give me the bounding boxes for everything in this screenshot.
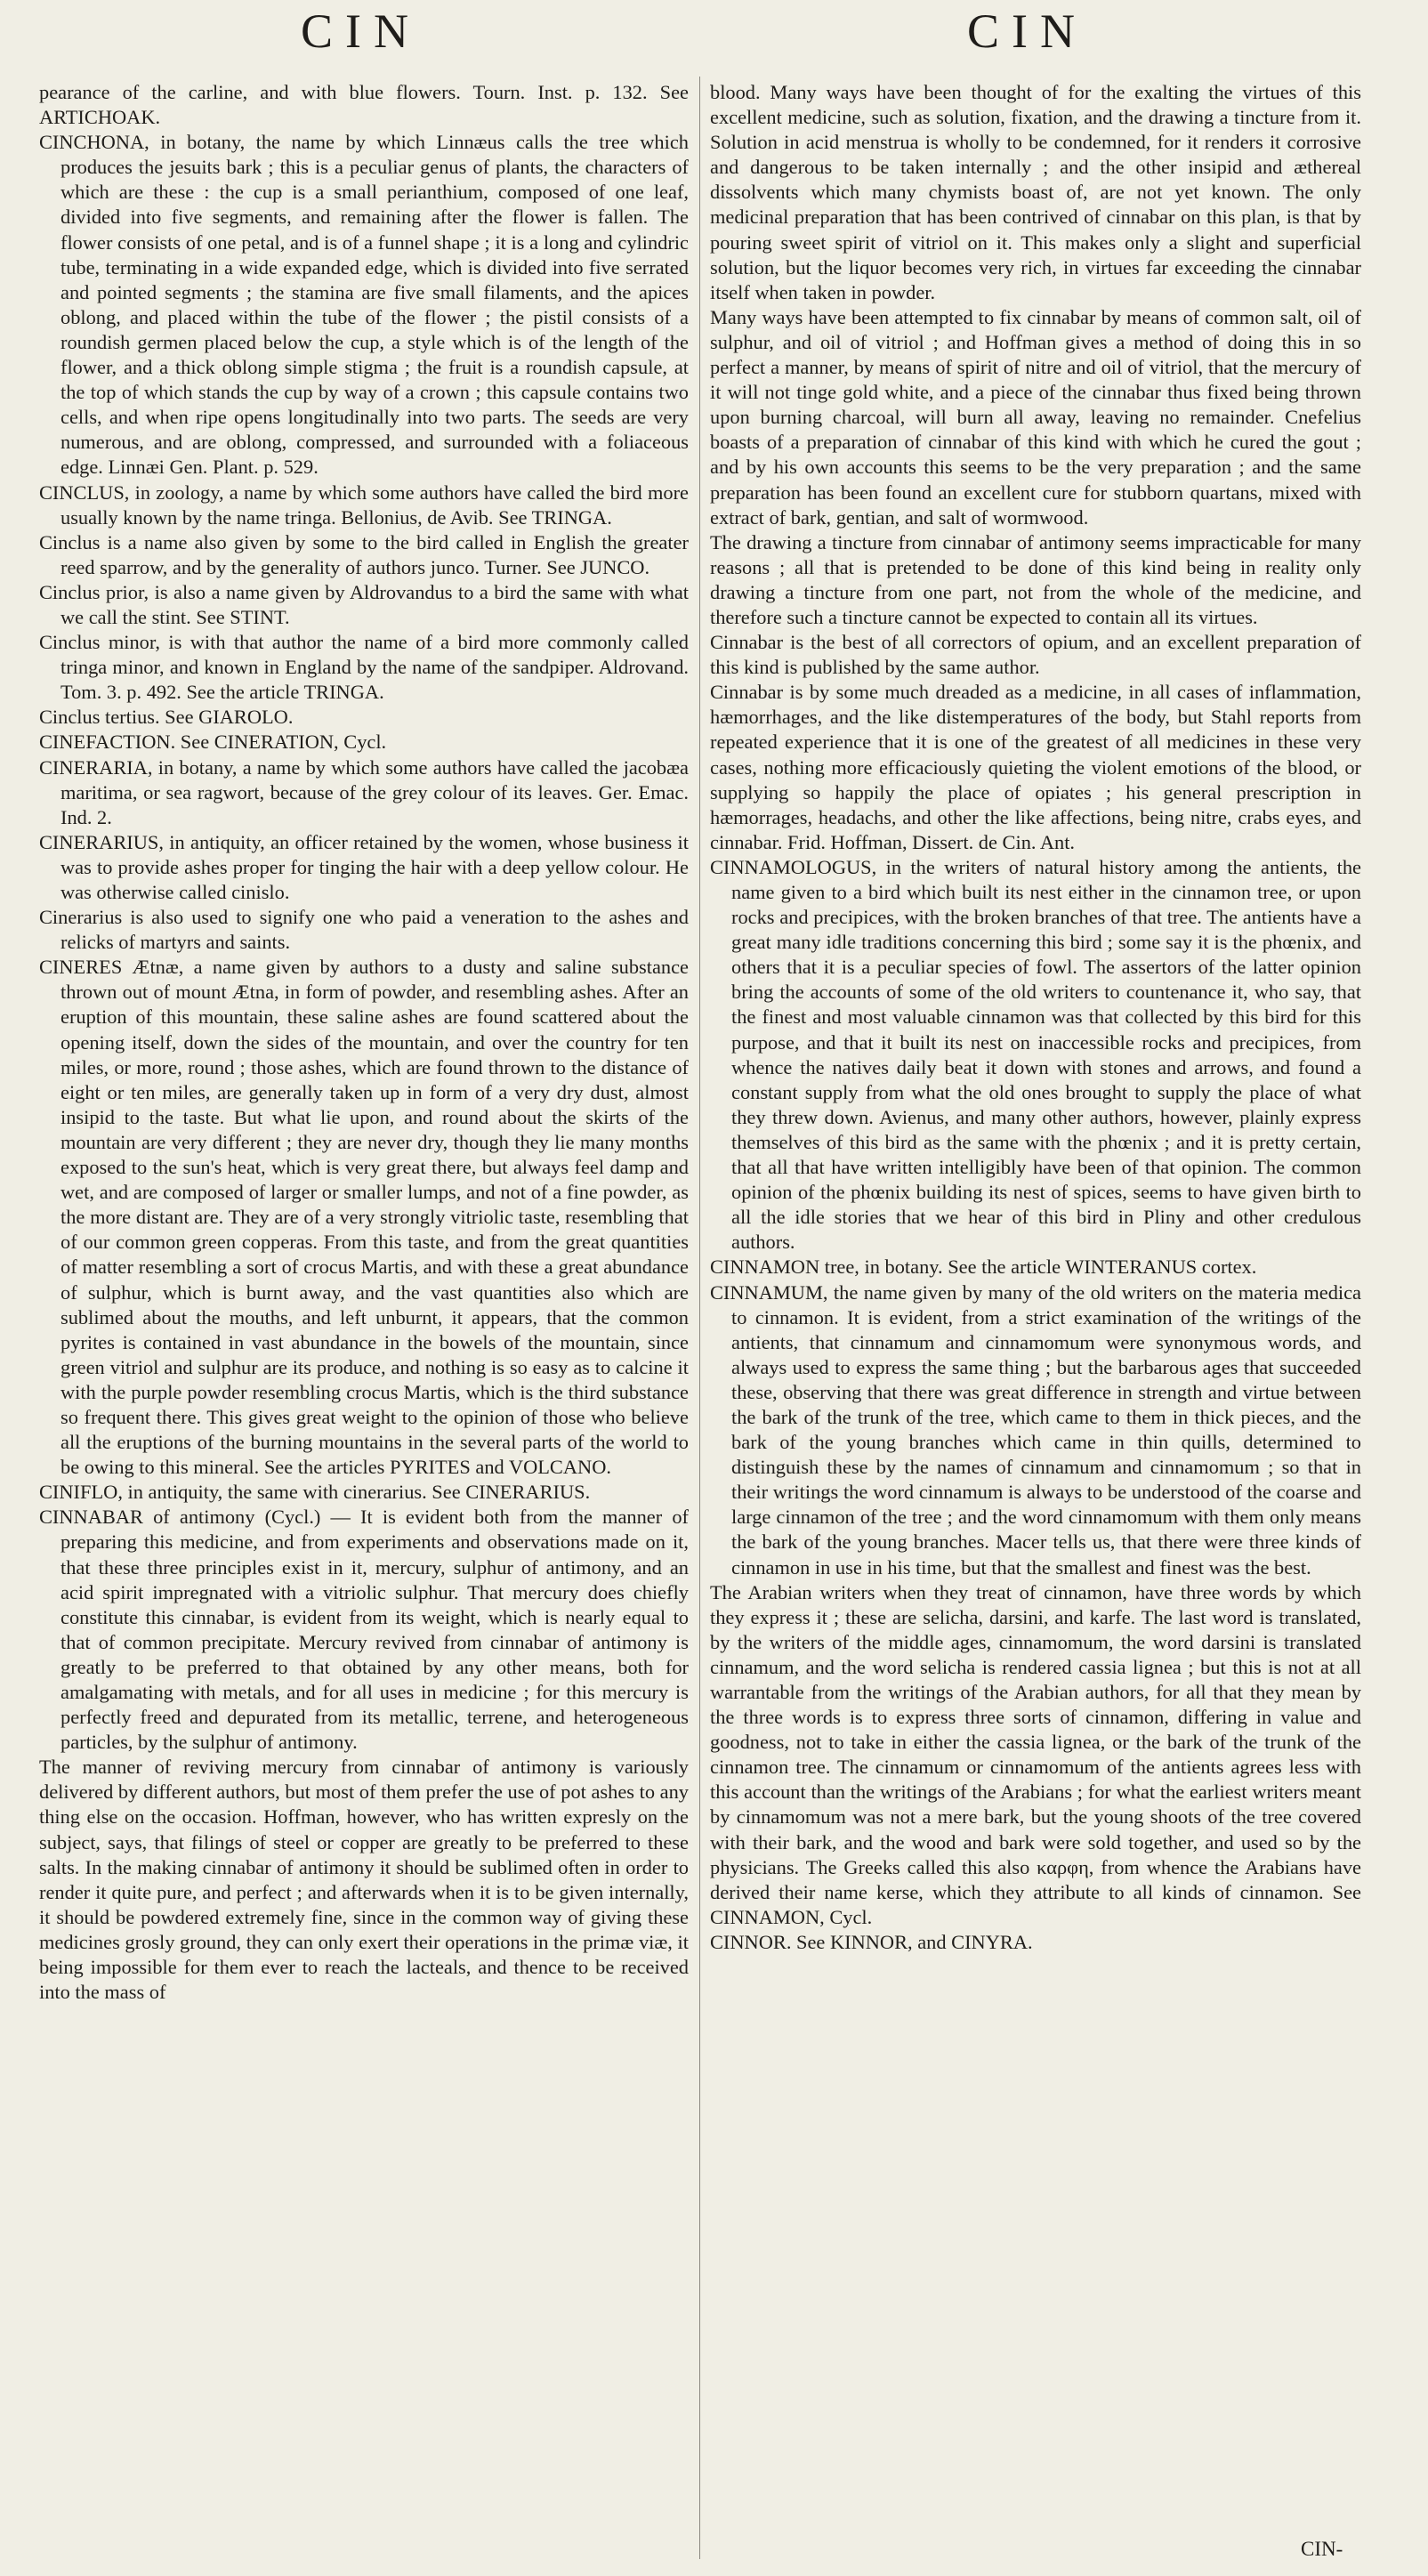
right-column [710,80,1361,1955]
entry-text: in botany, the name by which Linnæus calls the tree which produces the jesuits bark ; this is a peculiar genus of plants, the characters of which are these : the cup is a small perianthium, composed of one leaf, divided into five segments, and remaining after the flower is fallen. The flower consists of one petal, and is of a funnel shape ; it is a long and cylindric tube, terminating in a wide expanded edge, which is divided into five serrated and pointed segments ; the stamina are five small filaments, and the apices oblong, and placed within the tube of the flower ; the pistil consists of a roundish germen placed below the cup, a style which is of the length of the flower, and a thick oblong simple stigma ; the fruit is a roundish capsule, at the top of which stands the cup by way of a crown ; this capsule contains two cells, and when ripe opens longitudinally into two parts. The seeds are very numerous, and are oblong, compressed, and surrounded with a foliaceous edge. Linnæi Gen. Plant. p. 529. [61,131,689,479]
entry-headword: Cinclus [39,706,101,729]
entry-headword: Cinclus [39,580,101,603]
running-head-right: CIN [967,4,1087,58]
entry-headword: Cinerarius [39,906,123,929]
dictionary-entry [710,1255,1361,1280]
dictionary-entry [39,955,689,1480]
entry-text: See KINNOR, and CINYRA. [791,1930,1033,1953]
dictionary-entry [39,530,689,580]
paragraph: The manner of reviving mercury from cinnabar of antimony is variously delivered by different authors, but most of them prefer the use of pot ashes to any thing else on the occasion. Hoffman, however, who has written expresly on the subject, says, that filings of steel or copper are greatly to be preferred to these salts. In the making cinnabar of antimony it should be sublimed often in order to render it quite pure, and perfect ; and afterwards when it is to be given internally, it should be powdered extremely fine, since in the common way of giving these medicines grosly ground, they can only exert their operations in the primæ viæ, it being impossible for them ever to reach the lacteals, and thence to be received into the mass of [39,1756,689,2004]
entry-text: tertius. See GIAROLO. [100,706,294,729]
entry-headword: Cinclus [39,631,101,654]
entry-text: in the writers of natural history among the antients, the name given to a bird which built its nest either in the cinnamon tree, or upon rocks and precipices, with the broken branches of that tree. The antients have a great many idle traditions concerning this bird ; some say it is the phœnix, and others that it is a peculiar species of fowl. The assertors of the latter opinion bring the accounts of some of the old writers to countenance it, who say, that the finest and most valuable cinnamon was that collected by this bird for this purpose, and that it built its nest on inaccessible rocks and precipices, from whence the natives daily beat it down with stones and arrows, and found a constant supply from what the old ones brought to supply the place of what they threw down. Avienus, and many other authors, however, plainly express themselves of this bird as the same with the phœnix ; and it is pretty certain, that all that have written intelligibly have been of that opinion. The common opinion of the phœnix building its nest of spices, seems to have given birth to all the idle stories that we hear of this bird in Pliny and other credulous authors. [731,855,1361,1254]
dictionary-entry [39,830,689,905]
entry-text: of antimony (Cycl.) — It is evident both from the manner of preparing this medicine, and from experiments and observations made on it, that these three principles exist in it, mercury, sulphur of antimony, and an acid spirit impregnated with a vitriolic sulphur. That mercury does chiefly constitute this cinnabar, is evident from its weight, which is nearly equal to that of common precipitate. Mercury revived from cinnabar of antimony is greatly to be preferred to that obtained by any other means, both for amalgamating with metals, and for all uses in medicine ; for this mercury is perfectly freed and depurated from its metallic, terrene, and heterogeneous particles, by the sulphur of antimony. [61,1506,689,1754]
dictionary-entry [39,705,689,730]
running-head-left: CIN [301,4,421,58]
paragraph: Many ways have been attempted to fix cinnabar by means of common salt, oil of sulphur, and oil of vitriol ; and Hoffman gives a method of doing this in so perfect a manner, by means of spirit of nitre and oil of vitriol, that the mercury of it will not tinge gold white, and a piece of the cinnabar thus fixed being thrown upon burning charcoal, will burn all away, leaving no remainder. Cnefelius boasts of a preparation of cinnabar of this kind with which he cured the gout ; and by his own accounts this seems to be the very preparation ; and the same preparation has been found an excellent cure for stubborn quartans, mixed with extract of bark, gentian, and salt of wormwood. [710,305,1361,529]
dictionary-entry [39,1480,689,1505]
dictionary-entry [39,905,689,955]
entry-headword: CINERARIA, [39,755,153,779]
dictionary-entry [39,1505,689,1755]
dictionary-entry [710,855,1361,1256]
column-rule [699,77,700,2559]
entry-text: is also used to signify one who paid a veneration to the ashes and relicks of martyrs and saints. [61,906,689,954]
dictionary-entry [39,480,689,530]
entry-headword: CINNAMOLOGUS, [710,855,877,878]
paragraph: The drawing a tincture from cinnabar of antimony seems impracticable for many reasons ; all that is pretended to be done of this kind being in reality only drawing a tincture from one part, not from the whole of the medicine, and therefore such a tincture cannot be expected to contain all its virtues. [710,530,1361,628]
entry-headword: CINCLUS, [39,480,130,504]
entry-headword: CINNAMUM, [710,1280,828,1304]
paragraph: Cinnabar is by some much dreaded as a medicine, in all cases of inflammation, hæmorrhages, and the like distemperatures of the body, but Stahl reports from repeated experience that it is one of the greatest of all medicines in these very cases, nothing more efficaciously quieting the violent emotions of the blood, or supplying so happily the place of opiates ; his general prescription in hæmorrages, headachs, and other the like affections, being nitre, crabs eyes, and cinnabar. Frid. Hoffman, Dissert. de Cin. Ant. [710,681,1361,853]
dictionary-entry [39,580,689,630]
entry-headword: CINCHONA, [39,131,149,154]
dictionary-entry [39,755,689,830]
entry-headword: CINIFLO, [39,1481,123,1504]
entry-text: in antiquity, an officer retained by the women, whose business it was to provide ashes proper for tinging the hair with a deep yellow colour. He was otherwise called cinislo. [61,830,689,903]
entry-headword: Cinclus [39,530,101,553]
entry-text: Ætnæ, a name given by authors to a dusty and saline substance thrown out of mount Ætna, in form of powder, and resembling ashes. After an eruption of this mountain, these saline ashes are found scattered about the opening itself, down the sides of the mountain, and over the country for ten miles, or more, round ; those ashes, which are found thrown to the distance of eight or ten miles, are generally taken up in form of a very dry dust, almost insipid to the taste. But what lie upon, and round about the skirts of the mountain are very different ; they are never dry, though they lie many months exposed to the sun's heat, which is very great there, but always feel damp and wet, and are composed of larger or smaller lumps, and not of a fine powder, as the more distant are. They are of a very strongly vitriolic taste, resembling that of our common green copperas. From this taste, and from the great quantities of matter resembling a sort of crocus Martis, and with these a great abundance of sulphur, which is burnt away, and the vast quantities also which are sublimed about the mouths, and left unburnt, it appears, that the common pyrites is contained in vast abundance in the bowels of the mountain, since green vitriol and sulphur are its produce, and nothing is so easy as to calcine it with the purple powder resembling crocus Martis, which is the third substance so frequent there. This gives great weight to the opinion of those who believe all the eruptions of the burning mountains in the several parts of the world to be owing to this mineral. See the articles PYRITES and VOLCANO. [61,956,689,1479]
entry-headword: CINNABAR [39,1506,143,1529]
continued-text: blood. Many ways have been thought of for the exalting the virtues of this excellent medicine, such as solution, fixation, and the drawing a tincture from it. Solution in acid menstrua is wholly to be condemned, for it renders it corrosive and dangerous to be taken internally ; and the other insipid and æthereal dissolvents which many chymists boast of, are not yet known. The only medicinal preparation that has been contrived of cinnabar on this plan, is that by pouring sweet spirit of vitriol on it. This makes only a slight and superficial solution, but the liquor becomes very rich, in virtues far exceeding the cinnabar itself when taken in powder. [710,81,1361,303]
entry-text: in botany, a name by which some authors have called the jacobæa maritima, or sea ragwort, because of the grey colour of its leaves. Ger. Emac. Ind. 2. [61,755,689,828]
entry-text: See CINERATION, Cycl. [175,731,387,754]
dictionary-entry [39,730,689,755]
dictionary-entry [710,1930,1361,1955]
entry-headword: CINNAMON [710,1256,820,1279]
entry-headword: CINNOR. [710,1930,792,1953]
entry-headword: CINERES [39,956,123,979]
paragraph: Cinnabar is the best of all correctors of opium, and an excellent preparation of this kind is published by the same author. [710,631,1361,679]
dictionary-entry [710,1280,1361,1580]
entry-text: is a name also given by some to the bird called in English the greater reed sparrow, and by the generality of authors junco. Turner. See JUNCO. [61,530,689,578]
catchword: CIN- [1301,2538,1343,2560]
dictionary-entry [39,130,689,480]
entry-text: in antiquity, the same with cinerarius. See CINERARIUS. [122,1481,591,1504]
dictionary-entry [39,630,689,705]
continued-text: pearance of the carline, and with blue flowers. Tourn. Inst. p. 132. See ARTICHOAK. [39,81,689,129]
entry-text: in zoology, a name by which some authors have called the bird more usually known by the name tringa. Bellonius, de Avib. See TRINGA. [61,480,689,529]
entry-text: minor, is with that author the name of a bird more commonly called tringa minor, and known in England by the name of the sandpiper. Aldrovand. Tom. 3. p. 492. See the article TRINGA. [61,631,689,704]
entry-headword: CINEFACTION. [39,731,176,754]
entry-headword: CINERARIUS, [39,830,164,853]
entry-text: tree, in botany. See the article WINTERANUS cortex. [819,1256,1257,1279]
left-column [39,80,689,2005]
entry-text: the name given by many of the old writers on the materia medica to cinnamon. It is evident, from a strict examination of the writings of the antients, that cinnamum and cinnamomum were synonymous words, and always used to express the same thing ; but the barbarous ages that succeeded these, observing that there was great difference in strength and virtue between the bark of the trunk of the tree, which came to them in thick pieces, and the bark of the young branches which came in thin quills, determined to distinguish these by the names of cinnamum and cinnamomum ; so that in their writings the word cinnamum is always to be understood of the coarse and large cinnamon of the tree ; and the word cinnamomum with them only means the bark of the young branches. Macer tells us, that there were three kinds of cinnamon in use in his time, but that the smallest and finest was the best. [731,1280,1361,1579]
entry-text: prior, is also a name given by Aldrovandus to a bird the same with what we call the stint. See STINT. [61,580,689,628]
paragraph: The Arabian writers when they treat of cinnamon, have three words by which they express it ; these are selicha, darsini, and karfe. The last word is translated, by the writers of the middle ages, cinnamomum, the word darsini is translated cinnamum, and the word selicha is rendered cassia lignea ; but this is not at all warrantable from the writings of the Arabian authors, for all that they mean by the three words is to express three sorts of cinnamon, differing in value and goodness, not to take in either the cassia lignea, or the bark of the trunk of the cinnamon tree. The cinnamum or cinnamomum of the antients agrees less with this account than the writings of the Arabians ; for what the earliest writers meant by cinnamomum was not a mere bark, but the young shoots of the tree covered with their bark, and the wood and bark were sold together, and used so by the physicians. The Greeks called this also καρφη, from whence the Arabians have derived their name kerse, which they attribute to all kinds of cinnamon. See CINNAMON, Cycl. [710,1580,1361,1928]
